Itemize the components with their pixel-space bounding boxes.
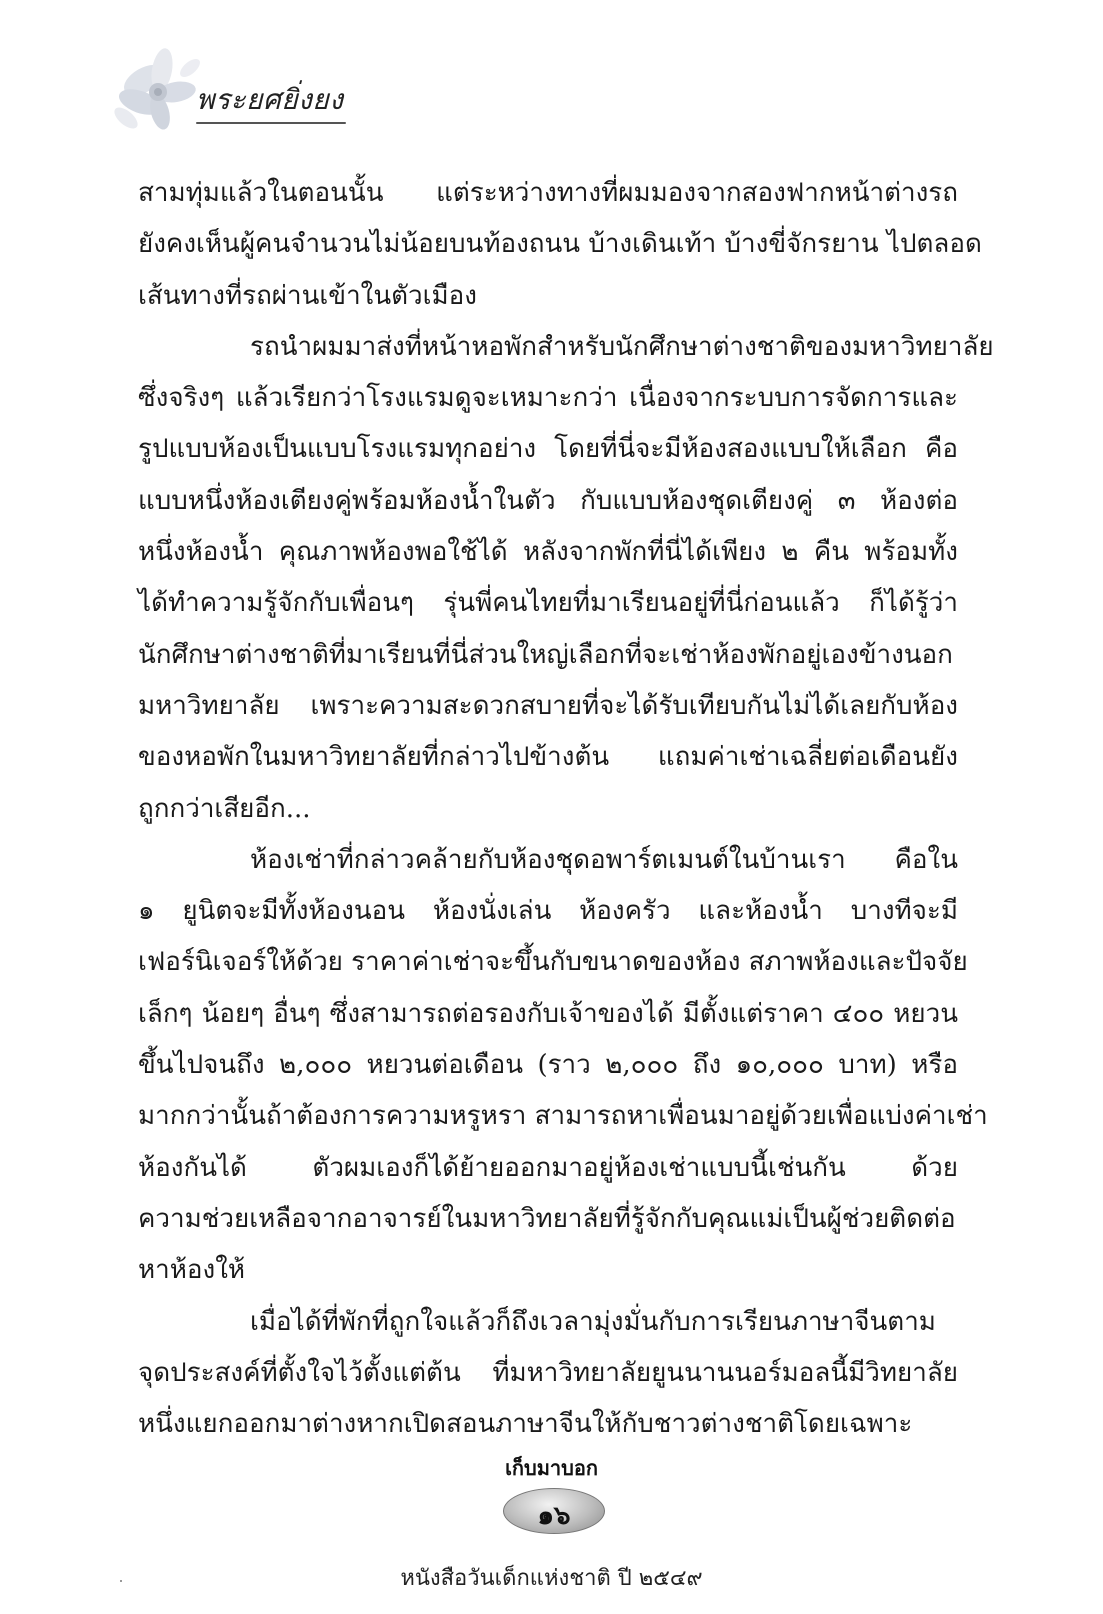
- text-line: ๑ ยูนิตจะมีทั้งห้องนอน ห้องนั่งเล่น ห้องครัว และห้องน้ำ บางทีจะมี: [138, 896, 958, 927]
- text-line: มากกว่านั้นถ้าต้องการความหรูหรา สามารถหาเพื่อนมาอยู่ด้วยเพื่อแบ่งค่าเช่า: [138, 1101, 988, 1132]
- body-text: [138, 168, 994, 1450]
- text-line: ห้องเช่าที่กล่าวคล้ายกับห้องชุดอพาร์ตเมนต์ในบ้านเรา คือใน: [250, 844, 958, 875]
- text-line: เล็กๆ น้อยๆ อื่นๆ ซึ่งสามารถต่อรองกับเจ้าของได้ มีตั้งแต่ราคา ๔๐๐ หยวน: [138, 998, 958, 1029]
- text-line: รูปแบบห้องเป็นแบบโรงแรมทุกอย่าง โดยที่นี่จะมีห้องสองแบบให้เลือก คือ: [138, 434, 958, 465]
- footer-subtitle: หนังสือวันเด็กแห่งชาติ ปี ๒๕๔๙: [400, 1566, 703, 1591]
- scan-speck: [120, 1580, 122, 1582]
- page-header: [104, 40, 364, 140]
- text-line: ได้ทำความรู้จักกับเพื่อนๆ รุ่นพี่คนไทยที่มาเรียนอยู่ที่นี่ก่อนแล้ว ก็ได้รู้ว่า: [138, 588, 958, 619]
- text-line: หาห้องให้: [138, 1255, 246, 1286]
- text-line: หนึ่งห้องน้ำ คุณภาพห้องพอใช้ได้ หลังจากพักที่นี่ได้เพียง ๒ คืน พร้อมทั้ง: [138, 537, 958, 568]
- text-line: เฟอร์นิเจอร์ให้ด้วย ราคาค่าเช่าจะขึ้นกับขนาดของห้อง สภาพห้องและปัจจัย: [138, 947, 968, 978]
- text-line: ความช่วยเหลือจากอาจารย์ในมหาวิทยาลัยที่รู้จักกับคุณแม่เป็นผู้ช่วยติดต่อ: [138, 1203, 956, 1234]
- footer-label: เก็บมาบอก: [505, 1456, 598, 1480]
- page-footer: [0, 1448, 1103, 1608]
- text-line: นักศึกษาต่างชาติที่มาเรียนที่นี่ส่วนใหญ่เลือกที่จะเช่าห้องพักอยู่เองข้างนอก: [138, 639, 953, 670]
- page-number-badge: [503, 1488, 605, 1534]
- text-line: มหาวิทยาลัย เพราะความสะดวกสบายที่จะได้รับเทียบกันไม่ได้เลยกับห้อง: [138, 690, 958, 721]
- text-line: ขึ้นไปจนถึง ๒,๐๐๐ หยวนต่อเดือน (ราว ๒,๐๐๐ ถึง ๑๐,๐๐๐ บาท) หรือ: [138, 1050, 958, 1081]
- text-line: รถนำผมมาส่งที่หน้าหอพักสำหรับนักศึกษาต่างชาติของมหาวิทยาลัย: [250, 331, 994, 362]
- text-line: สามทุ่มแล้วในตอนนั้น แต่ระหว่างทางที่ผมมองจากสองฟากหน้าต่างรถ: [138, 178, 958, 208]
- header-underline: [196, 122, 346, 124]
- text-line: ของหอพักในมหาวิทยาลัยที่กล่าวไปข้างต้น แถมค่าเช่าเฉลี่ยต่อเดือนยัง: [138, 742, 958, 773]
- text-line: เส้นทางที่รถผ่านเข้าในตัวเมือง: [138, 280, 477, 311]
- header-title: พระยศยิ่งยง: [196, 83, 344, 116]
- text-line: ซึ่งจริงๆ แล้วเรียกว่าโรงแรมดูจะเหมาะกว่า เนื่องจากระบบการจัดการและ: [138, 383, 958, 414]
- text-line: ห้องกันได้ ตัวผมเองก็ได้ย้ายออกมาอยู่ห้องเช่าแบบนี้เช่นกัน ด้วย: [138, 1152, 958, 1183]
- text-line: เมื่อได้ที่พักที่ถูกใจแล้วก็ถึงเวลามุ่งมั่นกับการเรียนภาษาจีนตาม: [250, 1306, 936, 1337]
- text-line: จุดประสงค์ที่ตั้งใจไว้ตั้งแต่ต้น ที่มหาวิทยาลัยยูนนานนอร์มอลนี้มีวิทยาลัย: [138, 1357, 958, 1388]
- text-line: แบบหนึ่งห้องเตียงคู่พร้อมห้องน้ำในตัว กับแบบห้องชุดเตียงคู่ ๓ ห้องต่อ: [138, 485, 958, 516]
- text-line: ยังคงเห็นผู้คนจำนวนไม่น้อยบนท้องถนน บ้างเดินเท้า บ้างขี่จักรยาน ไปตลอด: [138, 229, 982, 260]
- page-number: ๑๖: [537, 1501, 571, 1531]
- text-line: หนึ่งแยกออกมาต่างหากเปิดสอนภาษาจีนให้กับชาวต่างชาติโดยเฉพาะ: [138, 1409, 913, 1440]
- text-line: ถูกกว่าเสียอีก...: [138, 793, 311, 824]
